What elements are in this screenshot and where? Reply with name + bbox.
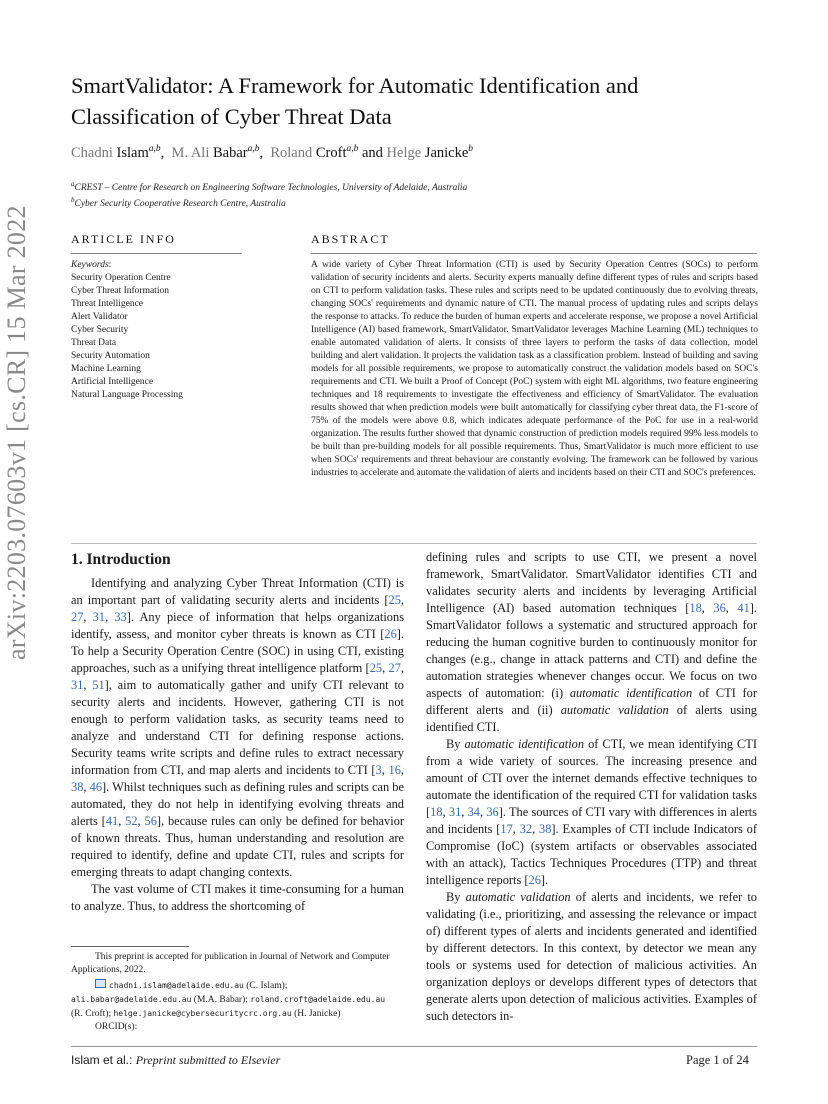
author-email[interactable]: roland.croft@adelaide.edu.au — [250, 995, 386, 1004]
paragraph: By automatic validation of alerts and incidents, we refer to validating (i.e., prioritizing, and assessing the relevance or impact of) different types of alerts and incidents generated and identified by different detectors. In this context, by detector we mean any tools or systems used for detection of malicious activities. An organization deploys or develops different types of detectors that generate alerts upon detection of malicious activities. Examples of such detectors in- — [426, 890, 758, 1023]
paper-title: SmartValidator: A Framework for Automatic Identification and Classification of Cyber Threat Data — [71, 73, 639, 129]
paragraph: defining rules and scripts to use CTI, we present a novel framework, SmartValidator. SmartValidator identifies CTI and validates security alerts and incidents by leveraging Artificial Intelligence (AI) based automation techniques [18, 36, 41]. SmartValidator follows a systematic and structured approach for reducing the human cognitive burden to continuously monitor for changes (e.g., change in attack patterns and CTI) and define the automation strategies whenever changes occur. We focus on two aspects of automation: (i) automatic identification of CTI for different alerts and (ii) automatic validation of alerts using identified CTI. — [426, 550, 757, 734]
affiliation-sup: b — [71, 196, 75, 204]
footnote-email-line — [71, 993, 404, 1007]
keyword-list: Keywords: Security Operation Centre Cyber Threat Information Threat Intelligence Alert Validator Cyber Security Threat Data Security Automation Machine Learning Artificial Intelligence Natural Language Processing — [71, 259, 246, 402]
footnote-preprint: This preprint is accepted for publication in Journal of Network and Computer Applications, 2022. — [71, 952, 390, 975]
author-email-name: (R. Croft); — [71, 1009, 112, 1019]
article-info-heading: ARTICLE INFO — [71, 232, 176, 246]
affiliation-text: Cyber Security Cooperative Research Centre, Australia — [74, 199, 286, 210]
footnote — [71, 951, 404, 1034]
author-sup: a,b — [148, 144, 161, 154]
keyword: Cyber Security — [71, 325, 129, 335]
keyword: Artificial Intelligence — [71, 377, 154, 387]
author-sup: a,b — [346, 144, 359, 154]
abstract-text: A wide variety of Cyber Threat Information (CTI) is used by Security Operation Centres (SOCs) to perform validation of security incidents and alerts. Security experts manually define different types of rules and scripts based on CTI to perform validation tasks. These rules and scripts need to be updated continuously due to evolving threats, changing SOCs' requirements and dynamic nature of CTI. The manual process of updating rules and scripts delays the response to attacks. To reduce the burden of human experts and accelerate response, we propose a novel Artificial Intelligence (AI) based framework, SmartValidator. SmartValidator leverages Machine Learning (ML) techniques to enable automated validation of alerts. It consists of three layers to perform the tasks of data collection, model building and alert validation. It projects the validation task as a classification problem. Instead of building and saving models for all possible requirements, we propose to automatically construct the validation models based on SOC's requirements and CTI. We built a Proof of Concept (PoC) system with eight ML algorithms, two feature engineering techniques and 18 requirements to investigate the effectiveness and efficiency of SmartValidator. The evaluation results showed that when prediction models were built automatically for classifying cyber threat data, the F1-score of 75% of the models were above 0.8, which indicates adequate performance of the PoC for use in a real-world organization. The results further showed that dynamic construction of prediction models required 99% less models to be built than pre-building models for all possible requirements. Thus, SmartValidator is much more efficient to use when SOCs' requirements and threat behaviour are constantly evolving. The framework can be followed by various industries to accelerate and automate the validation of alerts and incidents based on their CTI and SOC's preferences. — [311, 260, 758, 478]
author-first: Chadni — [71, 144, 113, 161]
footnote-email-line — [71, 1007, 404, 1021]
keyword: Security Operation Centre — [71, 273, 171, 283]
author-email[interactable]: ali.babar@adelaide.edu.au — [71, 995, 192, 1004]
author-email-name: (C. Islam); — [246, 981, 288, 991]
keyword: Alert Validator — [71, 312, 128, 322]
paragraph: By automatic identification of CTI, we mean identifying CTI from a wide variety of sources. The increasing presence and amount of CTI over the internet demands effective techniques to automate the identification of the required CTI for validation tasks [18, 31, 34, 36]. The sources of CTI vary with differences in alerts and incidents [17, 32, 38]. Examples of CTI include Indicators of Compromise (IoC) (system artifacts or observables associated with an attack), Tactics Techniques Procedures (TTP) and threat intelligence reports [26]. — [426, 737, 757, 887]
author-email-name: (M.A. Babar); — [193, 995, 248, 1005]
affiliation-sup: a — [71, 180, 75, 188]
author-last: Janicke — [424, 144, 469, 161]
author-email[interactable]: chadni.islam@adelaide.edu.au — [109, 981, 244, 990]
footnote-email-line — [71, 979, 404, 993]
keyword: Cyber Threat Information — [71, 286, 169, 296]
keyword: Threat Data — [71, 338, 117, 348]
keyword: Threat Intelligence — [71, 299, 144, 309]
affiliation — [71, 180, 467, 193]
footnote-orcid: ORCID(s): — [95, 1022, 138, 1032]
keyword: Security Automation — [71, 351, 150, 361]
author-first: M. Ali — [171, 144, 210, 161]
body-column-left — [71, 575, 404, 915]
paragraph: The vast volume of CTI makes it time-consuming for a human to analyze. Thus, to address the shortcoming of — [71, 882, 404, 913]
envelope-icon — [95, 979, 106, 988]
article-info-rule — [71, 253, 242, 254]
author-last: Babar — [212, 144, 248, 161]
keyword: Natural Language Processing — [71, 390, 183, 400]
abstract-rule — [311, 253, 757, 254]
affiliation-text: CREST – Centre for Research on Engineering Software Technologies, University of Adelaide, Australia — [74, 183, 468, 194]
footnote-rule — [71, 946, 189, 947]
author-last: Croft — [315, 144, 347, 161]
author-first: Helge — [386, 144, 422, 161]
author-email[interactable]: helge.janicke@cybersecuritycrc.org.au — [113, 1009, 292, 1018]
author-list: Chadni Islam$^{a,b}$, M. Ali Babar$^{a,b}$, Roland Croft$^{a,b}$ and Helge Janicke$^b$ — [71, 144, 474, 161]
paragraph: Identifying and analyzing Cyber Threat Information (CTI) is an important part of validating security alerts and incidents [25, 27, 31, 33]. Any piece of information that helps organizations identify, assess, and monitor cyber threats is known as CTI [26]. To help a Security Operation Centre (SOC) in using CTI, existing approaches, such as a unifying threat intelligence platform [25, 27, 31, 51], aim to automatically gather and unify CTI relevant to security alerts and incidents. However, gathering CTI is not enough to perform validation tasks, as security teams need to analyze and understand CTI for defining response actions. Security teams write scripts and define rules to extract necessary information from CTI, and map alerts and incidents to CTI [3, 16, 38, 46]. Whilst techniques such as defining rules and scripts can be automated, they do not help in identifying evolving threats and alerts [41, 52, 56], because rules can only be defined for behavior of known threats. Thus, human understanding and resolution are required to identify, define and update CTI, rules and scripts for emerging threats to adapt changing contexts. — [71, 576, 405, 879]
keywords-label: Keywords — [71, 260, 109, 270]
footer-rule — [71, 1046, 757, 1047]
keyword: Machine Learning — [71, 364, 141, 374]
author-sup: a,b — [247, 144, 260, 154]
abstract-heading: ABSTRACT — [311, 232, 390, 246]
author-conjunction: and — [361, 144, 383, 161]
abstract-bottom-rule — [71, 543, 757, 544]
body-column-right — [426, 549, 757, 1025]
affiliation — [71, 196, 286, 209]
running-footer — [71, 1053, 280, 1068]
author-first: Roland — [270, 144, 313, 161]
footer-authors: Islam et al.: — [71, 1053, 133, 1067]
author-sup: b — [468, 144, 474, 154]
arxiv-identifier: arXiv:2203.07603v1 [cs.CR] 15 Mar 2022 — [2, 205, 31, 660]
section-heading — [71, 551, 171, 569]
section-number: 1. — [71, 551, 83, 568]
author-last: Islam — [116, 144, 149, 161]
section-title: Introduction — [86, 551, 171, 568]
footer-preprint: Preprint submitted to Elsevier — [135, 1053, 281, 1067]
page-number: Page 1 of 24 — [686, 1053, 749, 1067]
author-email-name: (H. Janicke) — [294, 1009, 341, 1019]
